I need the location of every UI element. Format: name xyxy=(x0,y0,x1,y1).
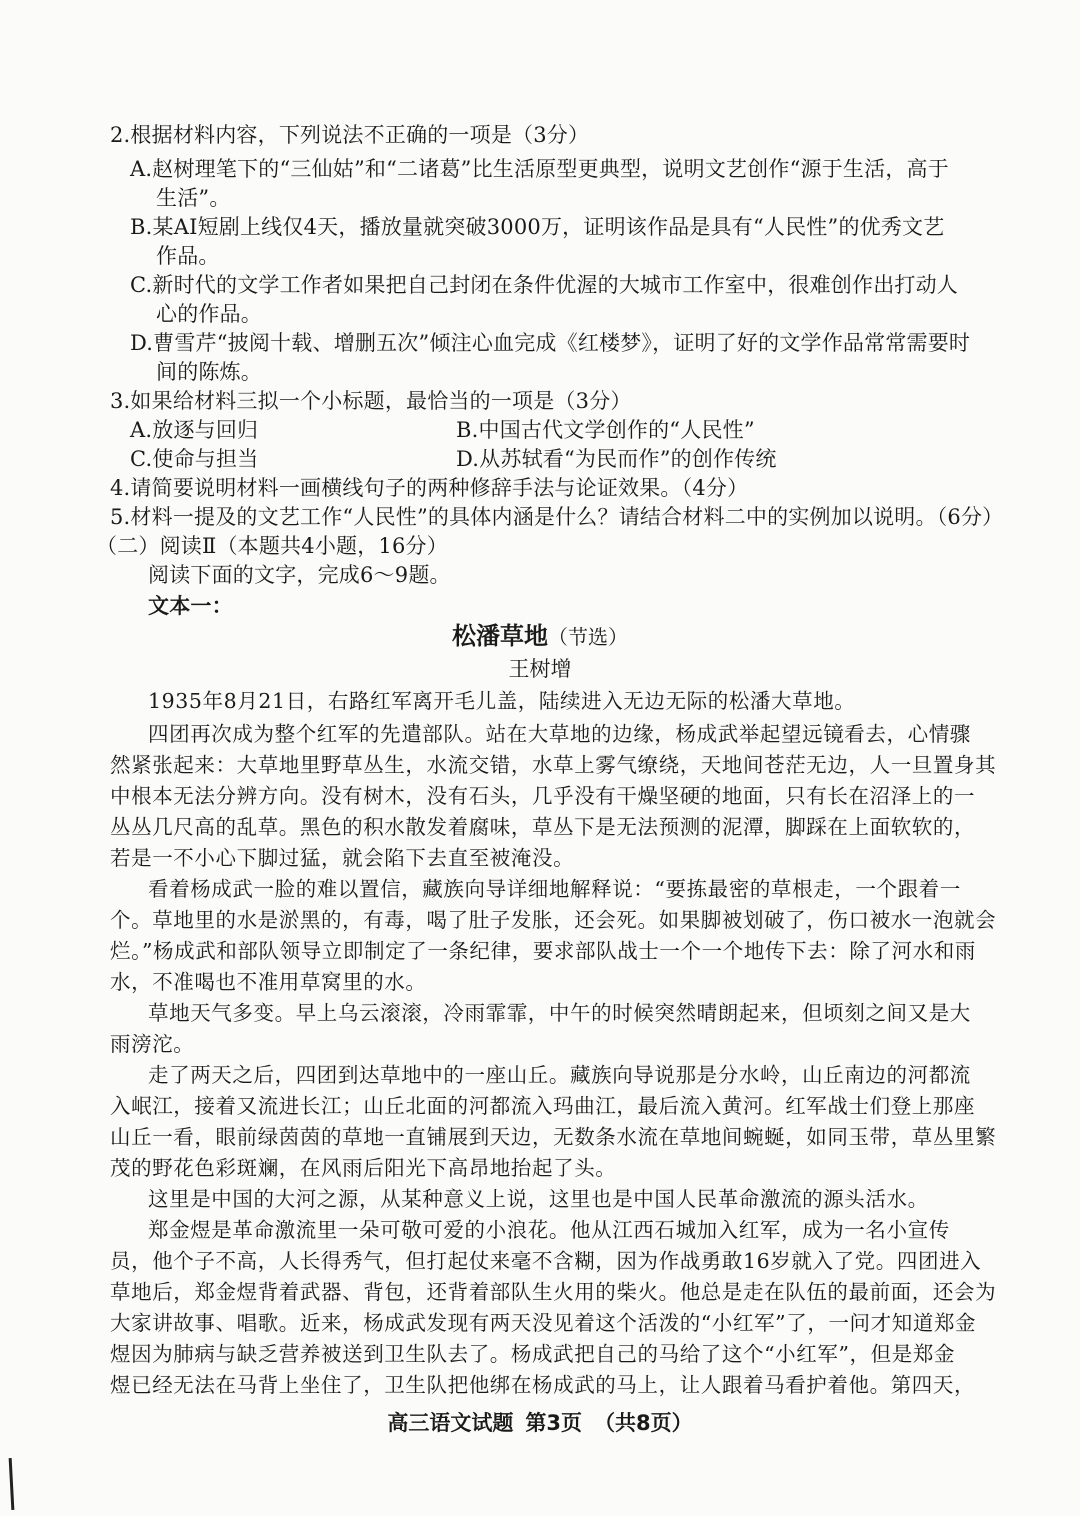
question-2-option-d: D.曹雪芹“披阅十载、增删五次”倾注心血完成《红楼梦》，证明了好的文学作品常常需要时 xyxy=(130,331,971,355)
article-line: 个。草地里的水是淤黑的，有毒，喝了肚子发胀，还会死。如果脚被划破了，伤口被水一泡就会 xyxy=(110,908,997,932)
question-2-option-d-cont: 间的陈炼。 xyxy=(156,360,262,384)
question-3-stem: 3.如果给材料三拟一个小标题，最恰当的一项是（3分） xyxy=(110,389,632,413)
question-2-option-c-cont: 心的作品。 xyxy=(156,302,262,326)
footer-total: （共8页） xyxy=(594,1411,693,1435)
question-2-stem: 2.根据材料内容，下列说法不正确的一项是（3分） xyxy=(110,123,590,147)
article-line: 然紧张起来：大草地里野草丛生，水流交错，水草上雾气缭绕，天地间苍茫无边，人一旦置身其 xyxy=(110,753,997,777)
footer-page: 第3页 xyxy=(525,1411,582,1435)
article-line: 走了两天之后，四团到达草地中的一座山丘。藏族向导说那是分水岭，山丘南边的河都流 xyxy=(148,1063,971,1087)
article-title-line xyxy=(0,620,1080,653)
article-line: 烂。”杨成武和部队领导立即制定了一条纪律，要求部队战士一个一个地传下去：除了河水和雨 xyxy=(110,939,976,963)
question-3-option-c: C.使命与担当 xyxy=(130,447,259,471)
article-line: 大家讲故事、唱歌。近来，杨成武发现有两天没见着这个活泼的“小红军”了，一问才知道郑金 xyxy=(110,1311,977,1335)
article-line: 草地后，郑金煜背着武器、背包，还背着部队生火用的柴火。他总是走在队伍的最前面，还会为 xyxy=(110,1280,997,1304)
article-line: 这里是中国的大河之源，从某种意义上说，这里也是中国人民革命激流的源头活水。 xyxy=(148,1187,929,1211)
article-line: 郑金煜是革命激流里一朵可敬可爱的小浪花。他从江西石城加入红军，成为一名小宣传 xyxy=(148,1218,950,1242)
question-5: 5.材料一提及的文艺工作“人民性”的具体内涵是什么？请结合材料二中的实例加以说明。（6分） xyxy=(110,505,1004,529)
section-instruction: 阅读下面的文字，完成6～9题。 xyxy=(148,563,451,587)
question-2-option-b: B.某AI短剧上线仅4天，播放量就突破3000万，证明该作品是具有“人民性”的优秀文艺 xyxy=(130,215,945,239)
question-3-option-b: B.中国古代文学创作的“人民性” xyxy=(456,418,755,442)
question-2-option-c: C.新时代的文学工作者如果把自己封闭在条件优渥的大城市工作室中，很难创作出打动人 xyxy=(130,273,958,297)
article-line: 丛丛几尺高的乱草。黑色的积水散发着腐味，草丛下是无法预测的泥潭，脚踩在上面软软的， xyxy=(110,815,976,839)
article-line: 若是一不小心下脚过猛，就会陷下去直至被淹没。 xyxy=(110,846,575,870)
article-line: 煜已经无法在马背上坐住了，卫生队把他绑在杨成武的马上，让人跟着马看护着他。第四天， xyxy=(110,1373,976,1397)
article-line: 雨滂沱。 xyxy=(110,1032,195,1056)
article-line: 煜因为肺病与缺乏营养被送到卫生队去了。杨成武把自己的马给了这个“小红军”，但是郑金 xyxy=(110,1342,956,1366)
footer-subject: 高三语文试题 xyxy=(387,1411,514,1435)
question-3-option-d: D.从苏轼看“为民而作”的创作传统 xyxy=(456,447,777,471)
scan-mark xyxy=(9,1458,15,1510)
question-2-option-b-cont: 作品。 xyxy=(156,244,220,268)
article-line: 水，不准喝也不准用草窝里的水。 xyxy=(110,970,427,994)
question-2-option-a: A.赵树理笔下的“三仙姑”和“二诸葛”比生活原型更典型，说明文艺创作“源于生活，高于 xyxy=(130,157,949,181)
article-line: 草地天气多变。早上乌云滚滚，冷雨霏霏，中午的时候突然晴朗起来，但顷刻之间又是大 xyxy=(148,1001,971,1025)
question-4: 4.请简要说明材料一画横线句子的两种修辞手法与论证效果。（4分） xyxy=(110,476,749,500)
article-line: 看着杨成武一脸的难以置信，藏族向导详细地解释说：“要拣最密的草根走，一个跟着一 xyxy=(148,877,961,901)
article-line: 四团再次成为整个红军的先遣部队。站在大草地的边缘，杨成武举起望远镜看去，心情骤 xyxy=(148,722,971,746)
text-label: 文本一： xyxy=(148,593,233,618)
article-author: 王树增 xyxy=(508,657,572,681)
article-subtitle: （节选） xyxy=(548,625,628,649)
page-footer xyxy=(0,1408,1080,1438)
article-line: 中根本无法分辨方向。没有树木，没有石头，几乎没有干燥坚硬的地面，只有长在沼泽上的一 xyxy=(110,784,976,808)
article-line: 山丘一看，眼前绿茵茵的草地一直铺展到天边，无数条水流在草地间蜿蜒，如同玉带，草丛里繁 xyxy=(110,1125,997,1149)
article-line: 入岷江，接着又流进长江；山丘北面的河都流入玛曲江，最后流入黄河。红军战士们登上那座 xyxy=(110,1094,976,1118)
article-line: 1935年8月21日，右路红军离开毛儿盖，陆续进入无边无际的松潘大草地。 xyxy=(148,689,856,713)
question-3-option-a: A.放逐与回归 xyxy=(130,418,259,442)
question-2-option-a-cont: 生活”。 xyxy=(156,186,231,210)
article-line: 茂的野花色彩斑斓，在风雨后阳光下高昂地抬起了头。 xyxy=(110,1156,617,1180)
article-line: 员，他个子不高，人长得秀气，但打起仗来毫不含糊，因为作战勇敢16岁就入了党。四团进入 xyxy=(110,1249,982,1273)
article-title: 松潘草地 xyxy=(452,622,548,650)
section-header: （二）阅读Ⅱ（本题共4小题，16分） xyxy=(96,534,448,558)
